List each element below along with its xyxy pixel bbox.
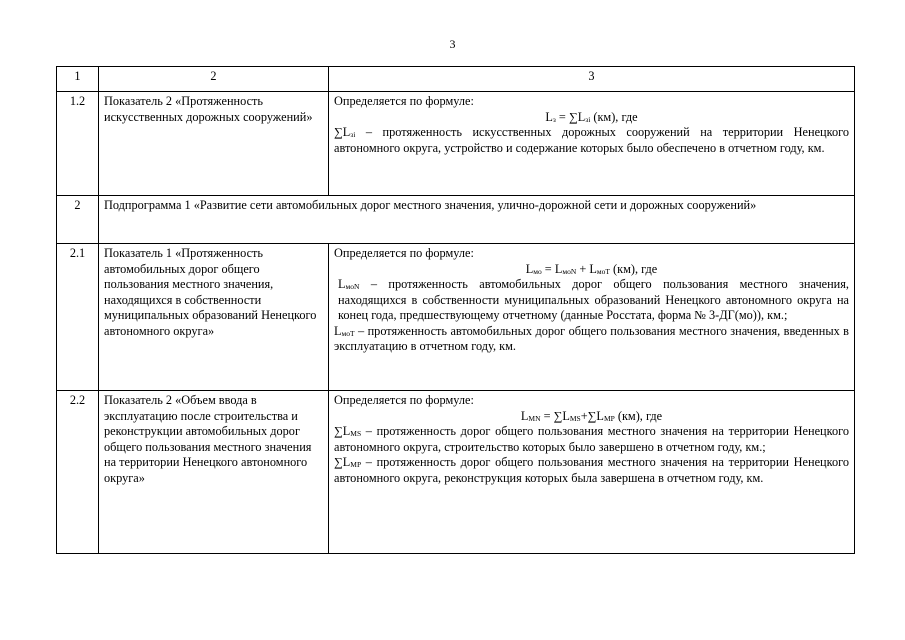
definition-subscript: зi (350, 130, 356, 139)
formula-definition (334, 125, 849, 156)
indicator-name: Показатель 2 «Протяженность искусственных дорожных сооружений» (99, 92, 329, 196)
formula-subscript: MN (528, 413, 541, 423)
definition-text: – протяженность дорог общего пользования местного значения на территории Ненецкого автономного округа, строительство которых было завершено в отчетном году, км.; (334, 424, 849, 454)
subprogram-title: Подпрограмма 1 «Развитие сети автомобильных дорог местного значения, улично-дорожной сети и дорожных сооружений» (99, 196, 855, 244)
formula-subscript: моN (562, 266, 577, 276)
header-col-3: 3 (329, 67, 855, 92)
formula-intro: Определяется по формуле: (334, 393, 474, 407)
indicator-method (329, 92, 855, 196)
formula-term: L (520, 408, 529, 423)
formula-definition (334, 324, 849, 355)
definition-term: ∑L (334, 424, 351, 438)
definition-text: – протяженность искусственных дорожных сооружений на территории Ненецкого автономного округа, устройство и содержание которых было обеспечено в отчетном году, км. (334, 125, 849, 155)
definition-term: L (338, 277, 346, 291)
formula-term: +∑L (580, 408, 604, 423)
definition-subscript: MS (350, 429, 362, 438)
indicators-table (56, 66, 855, 554)
definition-subscript: моТ (341, 328, 355, 338)
formula-tail: (км), где (590, 109, 638, 124)
indicator-method (329, 244, 855, 391)
table-row-2 (57, 196, 855, 244)
row-number: 2.2 (57, 391, 99, 554)
definition-subscript: MP (350, 460, 362, 469)
formula-tail: (км), где (614, 408, 663, 423)
formula-subscript: MS (569, 413, 581, 423)
definition-subscript: моN (345, 282, 360, 291)
row-number: 2 (57, 196, 99, 244)
formula-intro: Определяется по формуле: (334, 246, 474, 260)
indicator-name: Показатель 1 «Протяженность автомобильных дорог общего пользования местного значения, находящихся в собственности муниципальных образований Ненецкого автономного округа» (99, 244, 329, 391)
header-col-2: 2 (99, 67, 329, 92)
definition-term: L (334, 323, 342, 338)
formula (334, 110, 849, 126)
page-number: 3 (449, 37, 456, 51)
formula-tail: (км), где (609, 261, 658, 276)
formula-subscript: з (552, 114, 556, 124)
formula-term: L (545, 109, 553, 124)
definition-text: – протяженность автомобильных дорог общего пользования местного значения, введенных в эксплуатацию в отчетном году, км. (334, 323, 849, 353)
formula-term: L (525, 261, 534, 276)
formula-term: + L (576, 261, 597, 276)
indicator-method (329, 391, 855, 554)
definition-term: ∑L (334, 455, 351, 469)
formula-subscript: моТ (596, 266, 610, 276)
indicator-name: Показатель 2 «Объем ввода в эксплуатацию после строительства и реконструкции автомобильных дорог общего пользования местного значения на территории Ненецкого автономного округа» (99, 391, 329, 554)
table-row-2-2 (57, 391, 855, 554)
table-row-1-2 (57, 92, 855, 196)
definition-text: – протяженность дорог общего пользования местного значения на территории Ненецкого автономного округа, реконструкция которых была завершена в отчетном году, км. (334, 455, 849, 485)
formula-subscript: зi (585, 114, 591, 124)
header-col-1: 1 (57, 67, 99, 92)
formula-term: = ∑L (540, 408, 570, 423)
formula (334, 409, 849, 425)
formula-subscript: MP (603, 413, 615, 423)
definition-text: – протяженность автомобильных дорог общего пользования местного значения, находящихся в собственности муниципальных образований Ненецкого автономного округа на конец года, предшествующему отчетному (данные Росстата, форма № 3-ДГ(мо)), км.; (338, 277, 849, 322)
table-row-2-1 (57, 244, 855, 391)
formula-intro: Определяется по формуле: (334, 94, 474, 108)
formula-term: = L (541, 261, 563, 276)
formula-definition (334, 455, 849, 486)
definition-term: ∑L (334, 125, 351, 139)
formula-definition (334, 424, 849, 455)
formula-subscript: мо (533, 266, 542, 276)
formula-term: = ∑L (555, 109, 586, 124)
row-number: 1.2 (57, 92, 99, 196)
table-header-row (57, 67, 855, 92)
formula (334, 262, 849, 278)
row-number: 2.1 (57, 244, 99, 391)
formula-definition (334, 277, 849, 324)
